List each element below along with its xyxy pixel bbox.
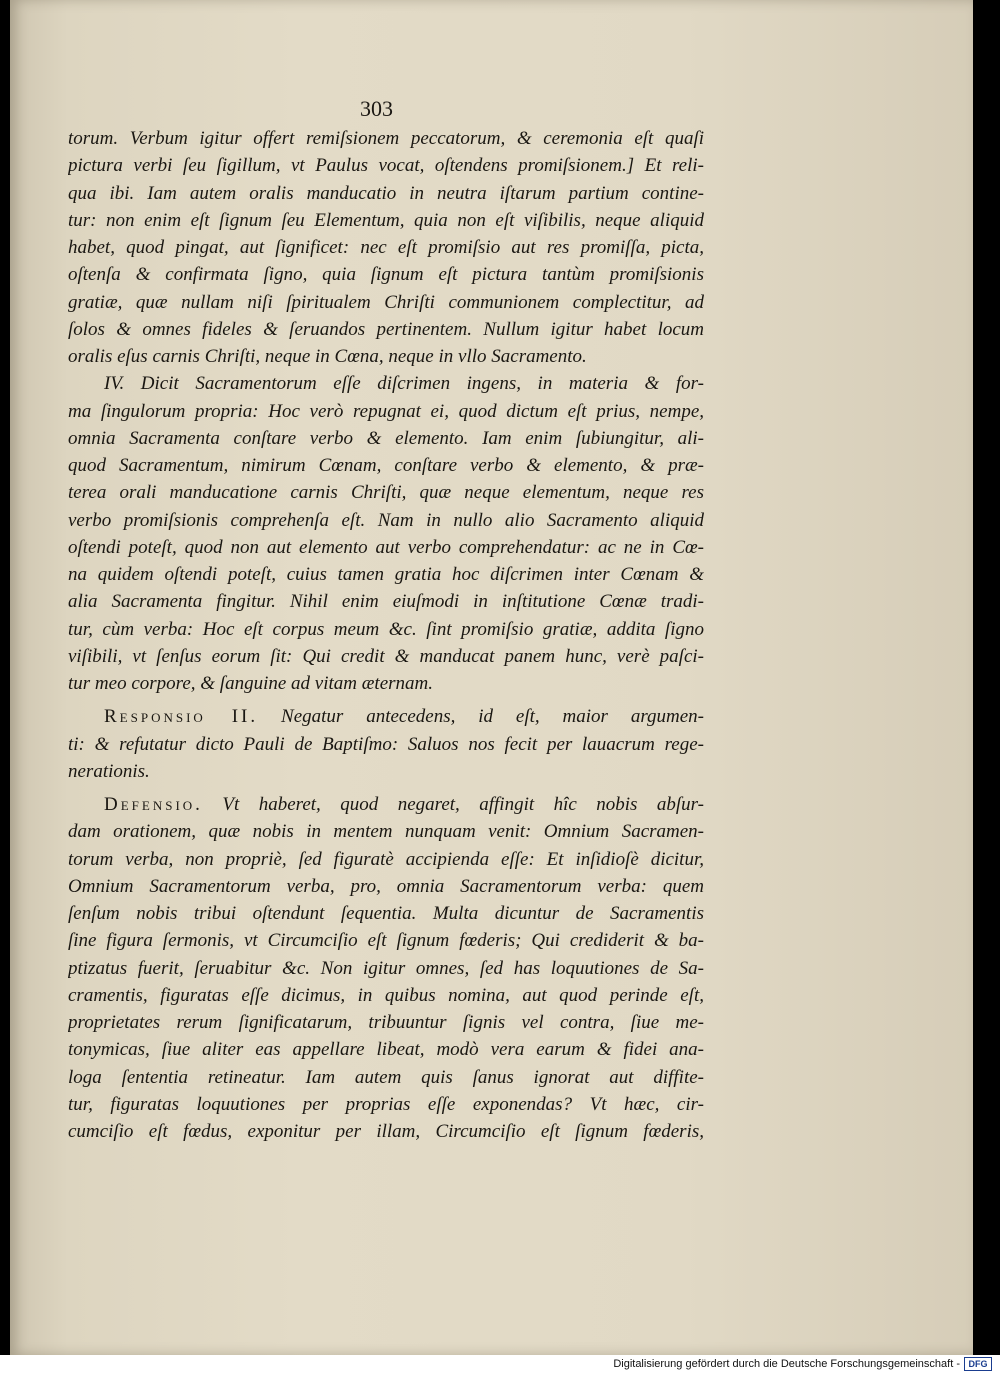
- text-line: habet, quod pingat, aut ſignificet: nec eſt promiſsio aut res promiſſa, picta,: [68, 237, 704, 258]
- text-line: ſenſum nobis tribui oſtendunt ſequentia. Multa dicuntur de Sacramentis: [68, 903, 704, 924]
- responsio-label: Responsio II.: [104, 706, 259, 728]
- text-line: oſtendi poteſt, quod non aut elemento aut verbo comprehendatur: ac ne in Cœ-: [68, 536, 704, 558]
- dfg-logo-icon: DFG: [964, 1357, 992, 1371]
- text-line: ti: & refutatur dicto Pauli de Baptiſmo: Saluos nos fecit per lauacrum rege-: [68, 733, 704, 755]
- text-line: torum. Verbum igitur offert remiſsionem peccatorum, & ceremonia eſt quaſi: [68, 128, 704, 149]
- text-line: gratiæ, quæ nullam niſi ſpiritualem Chriſti communionem complectitur, ad: [68, 291, 704, 313]
- text-line: dam orationem, quæ nobis in mentem nunquam venit: Omnium Sacramen-: [68, 821, 704, 843]
- text-line: quod Sacramentum, nimirum Cœnam, conſtare verbo & elemento, & præ-: [68, 455, 704, 476]
- text-line: proprietates rerum ſignificatarum, tribuuntur ſignis vel contra, ſiue me-: [68, 1012, 704, 1033]
- text-line: ptizatus fuerit, ſeruabitur &c. Non igitur omnes, ſed has loquutiones de Sa-: [68, 957, 704, 979]
- text-line: tur meo corpore, & ſanguine ad vitam æternam.: [68, 673, 434, 694]
- text-line: oſtenſa & confirmata ſigno, quia ſignum eſt pictura tantùm promiſsionis: [68, 264, 704, 286]
- text-line: loga ſententia retineatur. Iam autem quis ſanus ignorat aut diffite-: [68, 1066, 704, 1088]
- text-line: na quidem oſtendi poteſt, cuius tamen gratia hoc diſcrimen inter Cœnam &: [68, 564, 704, 585]
- text-line: verbo promiſsionis comprehenſa eſt. Nam in nullo alio Sacramento aliquid: [68, 509, 704, 531]
- text-line: nerationis.: [68, 760, 150, 782]
- text-line: torum verba, non propriè, ſed figuratè accipienda eſſe: Et inſidioſè dicitur,: [68, 848, 704, 870]
- text-line: tonymicas, ſiue aliter eas appellare libeat, modò vera earum & fidei ana-: [68, 1039, 704, 1061]
- defensio-label: Defensio.: [104, 794, 203, 815]
- text-line: terea orali manducatione carnis Chriſti, quæ neque elementum, neque res: [68, 482, 704, 504]
- text-line: cumciſio eſt fœdus, exponitur per illam, Circumciſio eſt ſignum fœderis,: [68, 1121, 704, 1142]
- text-line: tur, cùm verba: Hoc eſt corpus meum &c. ſint promiſsio gratiæ, addita ſigno: [68, 618, 704, 640]
- text-line: tur, figuratas loquutiones per proprias eſſe exponendas? Vt hæc, cir-: [68, 1093, 704, 1115]
- page-number: 303: [360, 96, 393, 121]
- body-text: [68, 125, 704, 1145]
- text-line: ma ſingulorum propria: Hoc verò repugnat ei, quod dictum eſt prius, nempe,: [68, 400, 704, 422]
- footer-credit: Digitalisierung gefördert durch die Deutsche Forschungsgemeinschaft -: [613, 1358, 960, 1370]
- defensio-line: Defensio. Vt haberet, quod negaret, affingit hîc nobis abſur-: [104, 794, 704, 815]
- text-line: qua ibi. Iam autem oralis manducatio in neutra iſtarum partium contine-: [68, 182, 704, 204]
- text-line: alia Sacramenta fingitur. Nihil enim eiuſmodi in inſtitutione Cœnæ tradi-: [68, 591, 704, 613]
- text-line: viſibili, vt ſenſus eorum ſit: Qui credit & manducat panem hunc, verè paſci-: [68, 645, 704, 667]
- text-line: pictura verbi ſeu ſigillum, vt Paulus vocat, oſtendens promiſsionem.] Et reli-: [68, 155, 704, 177]
- text-line: omnia Sacramenta conſtare verbo & elemento. Iam enim ſubiungitur, ali-: [68, 427, 704, 449]
- text-line: ſolos & omnes fideles & ſeruandos pertinentem. Nullum igitur habet locum: [68, 318, 704, 340]
- text-line: oralis eſus carnis Chriſti, neque in Cœna, neque in vllo Sacramento.: [68, 346, 587, 367]
- text-line: tur: non enim eſt ſignum ſeu Elementum, quia non eſt viſibilis, neque aliquid: [68, 209, 704, 231]
- responsio-line: Responsio II. Negatur antecedens, id eſt, maior argumen-: [104, 706, 704, 728]
- text-line: cramentis, figuratas eſſe dicimus, in quibus nomina, aut quod perinde eſt,: [68, 984, 704, 1006]
- text-line: ſine figura ſermonis, vt Circumciſio eſt ſignum fœderis; Qui crediderit & ba-: [68, 930, 704, 952]
- book-page: [10, 0, 973, 1355]
- text-line: IV. Dicit Sacramentorum eſſe diſcrimen ingens, in materia & for-: [104, 373, 704, 395]
- text-line: Omnium Sacramentorum verba, pro, omnia Sacramentorum verba: quem: [68, 875, 704, 897]
